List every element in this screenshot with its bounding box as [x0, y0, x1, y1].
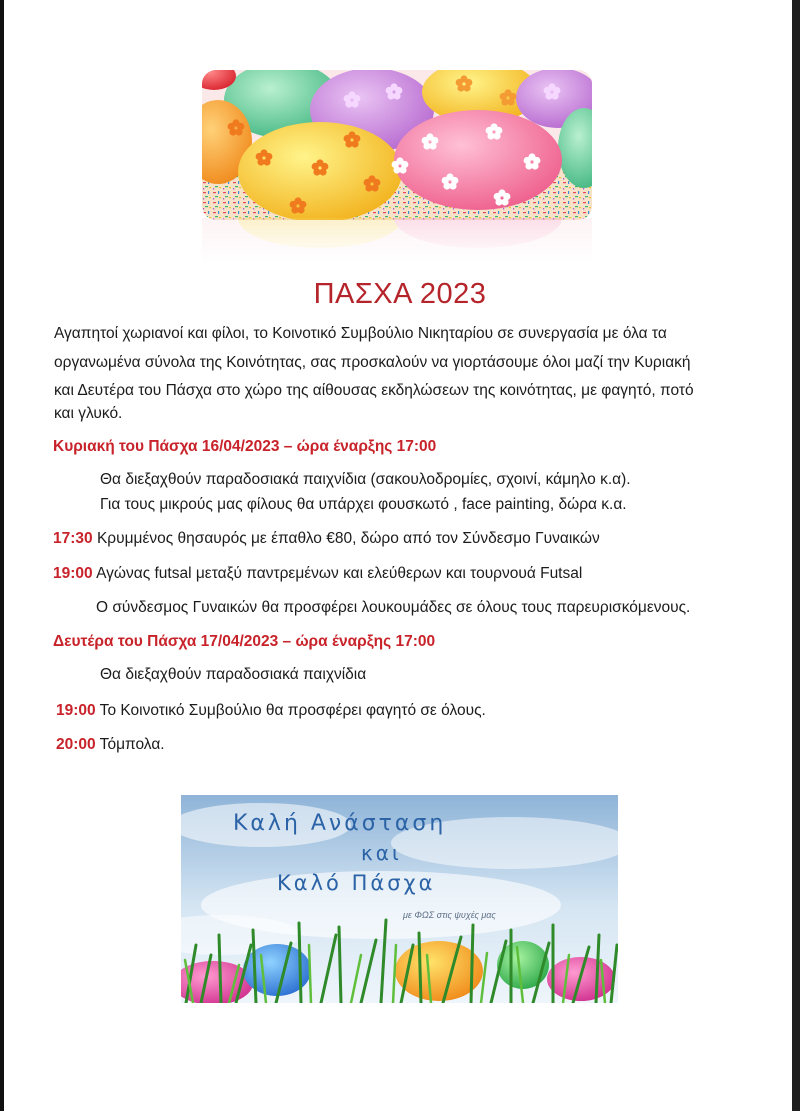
event-time: 19:00 [56, 702, 96, 719]
easter-eggs-illustration [202, 70, 592, 220]
intro-line-4: και γλυκό. [54, 405, 123, 422]
monday-heading: Δευτέρα του Πάσχα 17/04/2023 – ώρα έναρξης 17:00 [53, 633, 436, 650]
event-time: 17:30 [53, 530, 93, 547]
greeting-subtitle: με ΦΩΣ στις ψυχές μας [403, 910, 496, 920]
intro-line-1: Αγαπητοί χωριανοί και φίλοι, το Κοινοτικό Συμβούλιο Νικηταρίου σε συνεργασία με όλα τα [54, 325, 667, 342]
sunday-kids-line: Για τους μικρούς μας φίλους θα υπάρχει φουσκωτό , face painting, δώρα κ.α. [100, 496, 627, 513]
monday-event-1 [56, 702, 486, 720]
event-time: 20:00 [56, 736, 96, 753]
event-text: Κρυμμένος θησαυρός με έπαθλο €80, δώρο από τον Σύνδεσμο Γυναικών [92, 530, 600, 547]
easter-eggs-image [202, 70, 592, 220]
event-text: Τόμπολα. [95, 736, 165, 753]
event-time: 19:00 [53, 565, 93, 582]
greeting-line-1: Καλή Ανάσταση [233, 811, 447, 836]
event-text: Το Κοινοτικό Συμβούλιο θα προσφέρει φαγητό σε όλους. [95, 702, 486, 719]
monday-games-line: Θα διεξαχθούν παραδοσιακά παιχνίδια [100, 666, 367, 683]
sunday-heading: Κυριακή του Πάσχα 16/04/2023 – ώρα έναρξης 17:00 [53, 438, 437, 455]
right-edge [792, 0, 800, 1111]
event-text: Αγώνας futsal μεταξύ παντρεμένων και ελεύθερων και τουρνουά Futsal [92, 565, 583, 582]
monday-event-2 [56, 736, 165, 754]
greeting-line-2: και [361, 841, 402, 865]
page-title: ΠΑΣΧΑ 2023 [313, 278, 487, 310]
sunday-event-1 [53, 530, 600, 548]
intro-line-3: και Δευτέρα του Πάσχα στο χώρο της αίθουσας εκδηλώσεων της κοινότητας, με φαγητό, ποτό [54, 382, 694, 399]
easter-eggs-reflection [202, 218, 592, 264]
sunday-event-2 [53, 565, 582, 583]
sunday-note: Ο σύνδεσμος Γυναικών θα προσφέρει λουκουμάδες σε όλους τους παρευρισκόμενους. [96, 599, 691, 616]
easter-greeting-image [181, 795, 618, 1003]
greeting-line-3: Καλό Πάσχα [277, 871, 436, 895]
intro-line-2: οργανωμένα σύνολα της Κοινότητας, σας προσκαλούν να γιορτάσουμε όλοι μαζί την Κυριακή [54, 354, 691, 371]
sunday-games-line: Θα διεξαχθούν παραδοσιακά παιχνίδια (σακουλοδρομίες, σχοινί, κάμηλο κ.α). [100, 471, 631, 488]
